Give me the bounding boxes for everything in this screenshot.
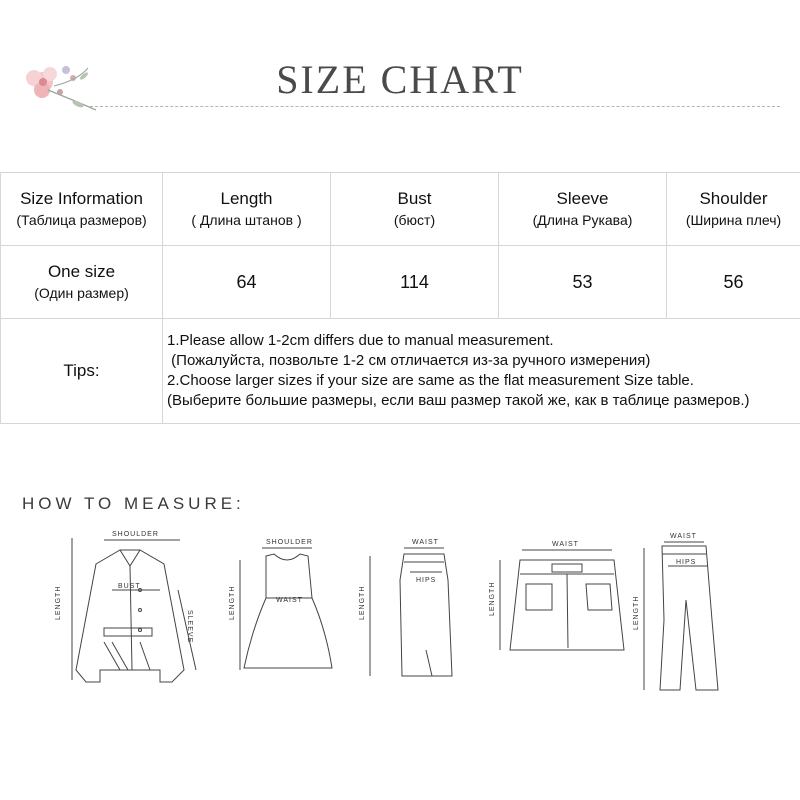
tips-text [163,319,800,424]
header-main: Sleeve [556,189,609,208]
jacket-shoulder-label: SHOULDER [112,531,159,538]
jacket-length-label: LENGTH [55,585,62,620]
table-row [1,246,800,319]
header-cell-shoulder [667,173,800,246]
pants-hips-label: HIPS [676,559,697,566]
header-sub: (бюст) [393,212,436,228]
header-cell-bust [331,173,499,246]
table-header-row [1,173,800,246]
dress-waist-label: WAIST [276,597,303,604]
jacket-illustration-icon [72,538,196,682]
value-bust: 114 [331,246,499,319]
pencil-skirt-illustration-icon [370,548,452,676]
skirt-hips-label: HIPS [416,577,437,584]
header-main: Bust [397,189,432,208]
title-divider [90,106,780,107]
dress-illustration-icon [240,548,332,670]
tip-line: (Выберите большие размеры, если ваш размер такой же, как в таблице размеров.) [167,392,750,409]
header [0,0,800,130]
value-sleeve: 53 [499,246,667,319]
header-main: Length [220,189,273,208]
header-sub: (Таблица размеров) [16,212,147,228]
value-shoulder: 56 [667,246,800,319]
value-length: 64 [163,246,331,319]
dress-length-label: LENGTH [229,585,236,620]
tips-label: Tips: [1,319,163,424]
mini-skirt-illustration-icon [500,550,624,650]
skirt-length-label: LENGTH [359,585,366,620]
mini-skirt-waist-label: WAIST [552,541,579,548]
garment-diagrams [0,520,800,720]
header-sub: (Длина Рукава) [532,212,633,228]
skirt-waist-label: WAIST [412,539,439,546]
header-sub: (Ширина плеч) [685,212,782,228]
how-to-measure-heading: HOW TO MEASURE: [22,494,245,513]
header-main: Size Information [20,189,143,208]
tip-line: (Пожалуйста, позвольте 1-2 см отличается из-за ручного измерения) [167,352,651,369]
flower-decoration-icon [18,60,108,120]
tip-line: 2.Choose larger sizes if your size are same as the flat measurement Size table. [167,372,694,389]
size-cell [1,246,163,319]
tip-line: 1.Please allow 1-2cm differs due to manual measurement. [167,332,554,349]
mini-skirt-length-label: LENGTH [489,581,496,616]
header-cell-sleeve [499,173,667,246]
size-main: One size [47,262,116,281]
header-main: Shoulder [699,189,768,208]
dress-shoulder-label: SHOULDER [266,539,313,546]
pants-waist-label: WAIST [670,533,697,540]
size-table [0,172,800,424]
tips-row [1,319,800,424]
header-cell-size-info [1,173,163,246]
pants-length-label: LENGTH [633,595,640,630]
measure-illustrations [0,520,800,720]
header-cell-length [163,173,331,246]
jacket-sleeve-label: SLEEVE [186,610,193,644]
size-sub: (Один размер) [34,285,129,301]
header-sub: ( Длина штанов ) [191,212,302,228]
page-title: SIZE CHART [276,57,524,102]
jacket-bust-label: BUST [118,583,141,590]
